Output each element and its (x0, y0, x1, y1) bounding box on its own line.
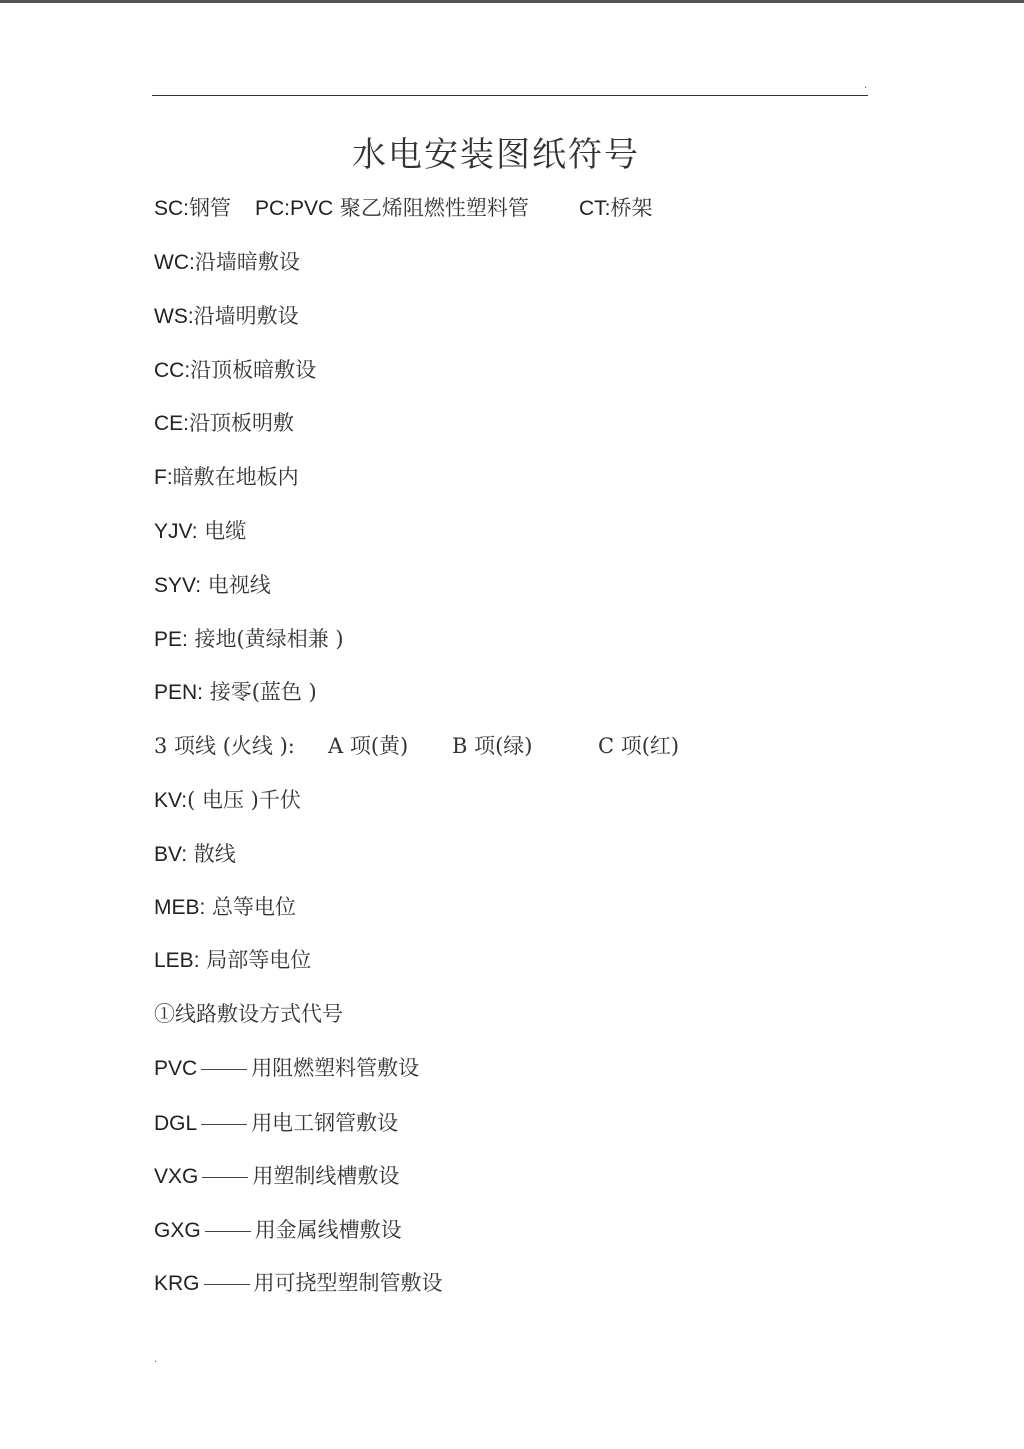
symbol-code: WS: (154, 305, 194, 328)
symbol-desc: 沿顶板明敷 (189, 411, 295, 435)
section-heading: ①线路敷设方式代号 (154, 1002, 343, 1026)
method-row (154, 1161, 399, 1192)
symbol-desc: 局部等电位 (199, 948, 312, 972)
ct-code: CT: (579, 197, 611, 220)
em-dash (202, 1177, 248, 1178)
footer-mark: . (154, 1354, 158, 1365)
symbol-desc: 暗敷在地板内 (172, 465, 299, 489)
ct-desc: 桥架 (610, 196, 653, 220)
symbol-code: LEB: (154, 949, 200, 972)
method-row (154, 1215, 402, 1246)
symbol-code: YJV: (154, 520, 198, 543)
symbol-code: KV: (154, 789, 188, 812)
method-code: KRG (154, 1272, 200, 1295)
symbol-code: CC: (154, 359, 191, 382)
symbol-row (154, 624, 344, 655)
symbol-desc: 电视线 (201, 573, 271, 597)
sc-desc: 钢管 (189, 196, 232, 220)
symbol-row (154, 355, 316, 386)
em-dash (204, 1284, 250, 1285)
symbol-desc: ( 电压 )千伏 (187, 788, 301, 812)
em-dash (205, 1231, 251, 1232)
symbol-row (154, 785, 301, 816)
phase-c: C 项(红) (598, 734, 680, 758)
method-code: GXG (154, 1219, 201, 1242)
symbol-row (154, 839, 236, 870)
phase-b: B 项(绿) (452, 734, 533, 758)
method-row (154, 1108, 398, 1139)
phase-a: A 项(黄) (328, 734, 409, 758)
symbol-row (154, 408, 294, 439)
method-code: VXG (154, 1165, 199, 1188)
top-border (0, 0, 1024, 3)
header-mark: . (864, 80, 868, 91)
symbol-row-sc-pc-ct (154, 193, 714, 223)
symbol-desc: 沿墙明敷设 (193, 304, 299, 328)
symbol-code: PE: (154, 628, 188, 651)
symbol-code: WC: (154, 251, 195, 274)
symbol-code: BV: (154, 843, 188, 866)
symbol-desc: 散线 (187, 842, 236, 866)
symbol-row (154, 516, 246, 547)
phase-row (154, 731, 714, 761)
phase-label: 3 项线 (火线 ): (154, 734, 295, 758)
symbol-row (154, 677, 317, 708)
symbol-desc: 沿墙暗敷设 (194, 250, 300, 274)
symbol-row (154, 892, 296, 923)
header-rule (152, 95, 868, 96)
symbol-row (154, 945, 311, 976)
method-code: DGL (154, 1112, 198, 1135)
pc-code: PC:PVC (255, 197, 334, 220)
symbol-code: SYV: (154, 574, 202, 597)
symbol-desc: 接地(黄绿相兼 ) (187, 627, 344, 651)
method-desc: 用电工钢管敷设 (251, 1111, 399, 1135)
method-desc: 用可挠型塑制管敷设 (253, 1271, 443, 1295)
symbol-code: PEN: (154, 681, 204, 704)
symbol-desc: 接零(蓝色 ) (203, 680, 317, 704)
method-desc: 用阻燃塑料管敷设 (251, 1056, 420, 1080)
method-row (154, 1053, 419, 1084)
symbol-code: MEB: (154, 896, 206, 919)
page-title: 水电安装图纸符号 (352, 135, 640, 175)
symbol-code: CE: (154, 412, 190, 435)
sc-code: SC: (154, 197, 190, 220)
pc-desc: 聚乙烯阻燃性塑料管 (339, 196, 529, 220)
symbol-desc: 电缆 (197, 519, 247, 543)
method-row (154, 1268, 443, 1299)
method-desc: 用金属线槽敷设 (254, 1218, 402, 1242)
em-dash (201, 1069, 247, 1070)
symbol-row (154, 301, 299, 332)
method-desc: 用塑制线槽敷设 (252, 1164, 400, 1188)
symbol-row (154, 570, 271, 601)
symbol-row (154, 462, 299, 493)
em-dash (201, 1124, 247, 1125)
symbol-desc: 沿顶板暗敷设 (190, 358, 317, 382)
method-code: PVC (154, 1057, 198, 1080)
symbol-desc: 总等电位 (205, 895, 297, 919)
symbol-code: F: (154, 466, 173, 489)
symbol-row (154, 247, 300, 278)
